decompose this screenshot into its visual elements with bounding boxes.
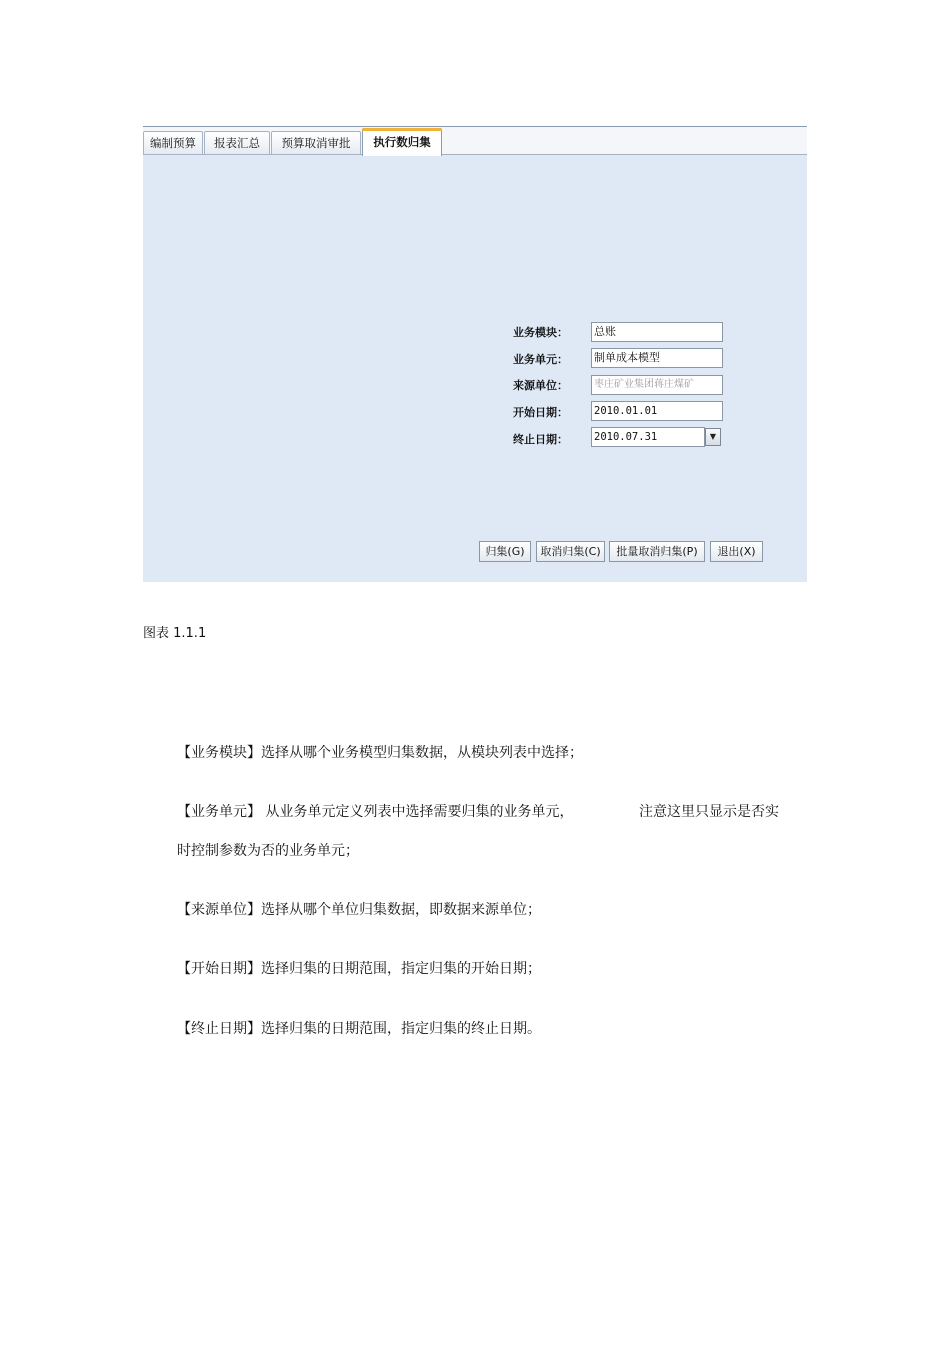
paragraph-source: 【来源单位】选择从哪个单位归集数据，即数据来源单位； (177, 902, 541, 918)
paragraph-unit-part1: 【业务单元】 从业务单元定义列表中选择需要归集的业务单元， (177, 804, 574, 820)
tab-edit-budget[interactable]: 编制预算 (143, 131, 203, 154)
end-date-label: 终止日期： (513, 433, 568, 446)
batch-cancel-collect-button[interactable]: 批量取消归集(P) (609, 541, 705, 562)
start-date-field[interactable]: 2010.01.01 (591, 401, 723, 421)
source-field: 枣庄矿业集团蒋庄煤矿 (591, 375, 723, 395)
paragraph-module: 【业务模块】选择从哪个业务模型归集数据，从模块列表中选择； (177, 745, 583, 761)
tab-report-summary[interactable]: 报表汇总 (204, 131, 270, 154)
paragraph-unit-part2: 注意这里只显示是否实 (639, 804, 779, 820)
exit-button[interactable]: 退出(X) (710, 541, 763, 562)
source-label: 来源单位： (513, 379, 568, 392)
paragraph-unit-part3: 时控制参数为否的业务单元； (177, 843, 359, 859)
unit-label: 业务单元： (513, 353, 568, 366)
module-field[interactable]: 总账 (591, 322, 723, 342)
tab-budget-cancel-approval[interactable]: 预算取消审批 (271, 131, 361, 154)
unit-field[interactable]: 制单成本模型 (591, 348, 723, 368)
start-date-label: 开始日期： (513, 406, 568, 419)
paragraph-end-date: 【终止日期】选择归集的日期范围，指定归集的终止日期。 (177, 1021, 541, 1037)
screenshot-panel (143, 126, 807, 582)
tab-bar (143, 127, 807, 155)
dropdown-arrow-icon[interactable]: ▼ (705, 428, 721, 446)
module-label: 业务模块： (513, 326, 568, 339)
tab-execution-collect[interactable]: 执行数归集 (362, 128, 442, 156)
end-date-field[interactable]: 2010.07.31 (591, 427, 705, 447)
figure-caption: 图表 1.1.1 (143, 626, 207, 641)
collect-button[interactable]: 归集(G) (479, 541, 531, 562)
cancel-collect-button[interactable]: 取消归集(C) (536, 541, 605, 562)
paragraph-start-date: 【开始日期】选择归集的日期范围，指定归集的开始日期； (177, 961, 541, 977)
